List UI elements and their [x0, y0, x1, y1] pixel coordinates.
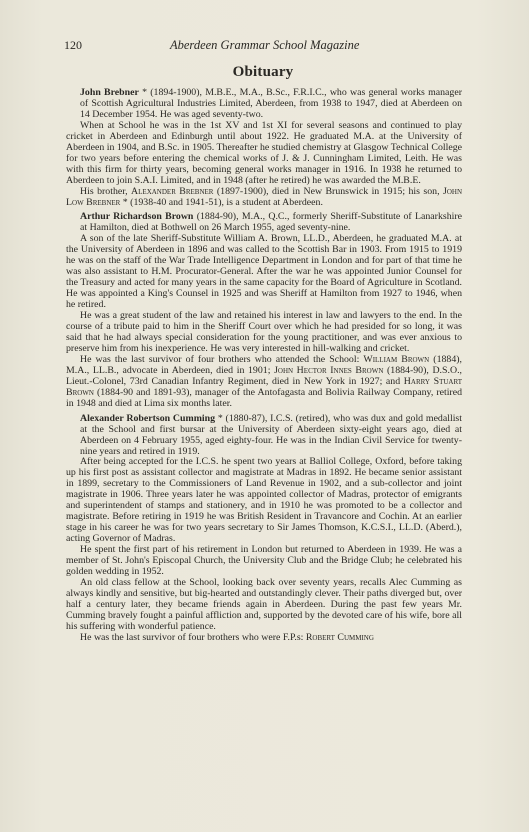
relative-name: Alexander Brebner: [131, 185, 214, 197]
page-number: 120: [64, 38, 82, 52]
entry-paragraph: He was a great student of the law and retained his interest in law and lawyers to the end. In the course of a tribute paid to him in the Sheriff Court over which he had presided for so long, it was said that he had always special consideration for the young practitioner, and was ever anxious to preserve him from his inexperience. He was very interested in hill-walking and cricket.: [66, 310, 462, 354]
entry-paragraph: He was the last survivor of four brothers who attended the School: William Brown (1884), M.A., LL.B., advocate in Aberdeen, died in 1901; John Hector Innes Brown (1884-90), D.S.O., Lieut.-Colonel, 73rd Canadian Infantry Regiment, died in New York in 1927; and Harry Stuart Brown (1884-90 and 1891-93), manager of the Antofagasta and Bolivia Railway Company, retired in 1948 and died at Lima six months later.: [66, 353, 462, 409]
relative-name: John Hector Innes Brown: [274, 364, 384, 376]
running-title: Aberdeen Grammar School Magazine: [170, 38, 360, 52]
relative-name: Harry Stuart Brown: [66, 375, 462, 398]
section-title: Obituary: [232, 64, 294, 80]
entry-paragraph: He spent the first part of his retirement in London but returned to Aberdeen in 1939. He was a member of St. John's Episcopal Church, the University Club and the Bridge Club; he celebrated his golden wedding in 1952.: [66, 544, 462, 577]
entry-paragraph: When at School he was in the 1st XV and 1st XI for several seasons and continued to play cricket in Aberdeen and Edinburgh until about 1922. He graduated M.A. at the University of Aberdeen in 1904, and B.Sc. in 1905. Thereafter he studied chemistry at Glasgow Technical College for two years before entering the chemical works of J. & J. Cunningham Limited, Leith. He was with this firm for thirty years, becoming general works manager in 1916. In 1938 he returned to Aberdeen to join S.A.I. Limited, and in 1948 (after he retired) he was awarded the M.B.E.: [66, 119, 462, 186]
entry-name: Alexander Robertson Cumming: [80, 412, 216, 424]
page-header: [64, 38, 484, 54]
entry-paragraph: A son of the late Sheriff-Substitute William A. Brown, LL.D., Aberdeen, he graduated M.A. at the University of Aberdeen in 1896 and was called to the Scottish Bar in 1903. From 1915 to 1919 he was on the staff of the War Trade Intelligence Department in London and for part of that time he was also assistant to H.M. Procurator-General. After the war he was appointed Junior Counsel for the Treasury and acted for many years in the same capacity for the Board of Agriculture in Scotland. He was appointed a King's Counsel in 1925 and was Sheriff at Hamilton from 1927 to 1946, when he retired.: [66, 233, 462, 311]
obituary-entry-brebner: [66, 88, 462, 121]
relative-name: William Brown: [363, 353, 430, 365]
obituary-entry-brown: [66, 212, 462, 234]
entry-paragraph: After being accepted for the I.C.S. he spent two years at Balliol College, Oxford, before taking up his first post as assistant collector and magistrate at Madras in 1892. He became senior assistant in 1899, secretary to the Commissioners of Land Revenue in 1902, and a sub-collector and joint magistrate in 1906. Three years later he was appointed collector of Madras, protector of emigrants and superintendent of stamps and stationery, and in 1910 he was promoted to be a collector and magistrate. Before retiring in 1919 he was British Resident in Travancore and Cochin. At an earlier stage in his career he was for two years secretary to Sir James Thomson, K.C.S.I., LL.D. (Aberd.), acting Governor of Madras.: [66, 456, 462, 545]
entry-name: John Brebner: [80, 87, 139, 98]
obituary-entry-cumming: [66, 414, 462, 458]
entry-name: Arthur Richardson Brown: [80, 211, 194, 223]
entry-paragraph: He was the last survivor of four brothers who were F.P.s: Robert Cumming: [80, 631, 374, 643]
entry-paragraph: An old class fellow at the School, looking back over seventy years, recalls Alec Cumming as always kindly and sensitive, but big-hearted and outstandingly clever. Their paths diverged but, over half a century later, they became friends again in Aberdeen. During the past few years Mr. Cumming bravely fought a painful affliction and, supported by the devoted care of his wife, bore all his suffering with wonderful patience.: [66, 576, 462, 632]
relative-name: John Low Brebner: [66, 185, 462, 208]
relative-name: Robert Cumming: [305, 631, 374, 643]
entry-lead: (1884-90), M.A., Q.C., formerly Sheriff-Substitute of Lanarkshire at Hamilton, died at Bothwell on 26 March 1955, aged seventy-nine.: [80, 211, 462, 234]
entry-lead: * (1894-1900), M.B.E., M.A., B.Sc., F.R.I.C., who was general works manager of Scottish Agricultural Industries Limited, Aberdeen, from 1938 to 1947, died at Aberdeen on 14 December 1954. He was aged seventy-two.: [80, 87, 462, 120]
obituary-body: [66, 88, 462, 644]
entry-paragraph: His brother, Alexander Brebner (1897-1900), died in New Brunswick in 1915; his son, John Low Brebner * (1938-40 and 1941-51), is a student at Aberdeen.: [66, 185, 462, 208]
entry-lead: * (1880-87), I.C.S. (retired), who was dux and gold medallist at the School and first bursar at the University of Aberdeen sixty-eight years ago, died at Aberdeen on 4 February 1955, aged eighty-four. He was in the Indian Civil Service for twenty-nine years and retired in 1919.: [80, 412, 462, 457]
